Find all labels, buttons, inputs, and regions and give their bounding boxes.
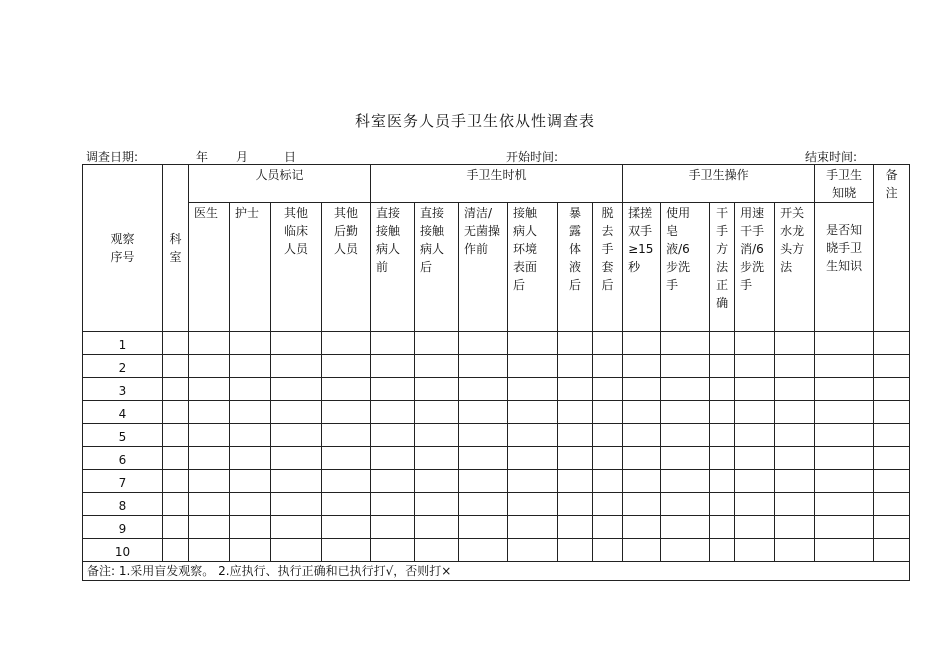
entry-cell[interactable] xyxy=(775,470,815,493)
entry-cell[interactable] xyxy=(593,332,623,355)
row-number: 3 xyxy=(83,378,163,401)
entry-cell[interactable] xyxy=(815,332,874,355)
survey-date-label: 调查日期: xyxy=(86,150,139,164)
header-before-aseptic: 清洁/无菌操作前 xyxy=(459,203,508,332)
day-label: 日 xyxy=(284,150,297,164)
header-sanitizer-6step: 用速干手消/6步洗手 xyxy=(735,203,775,332)
entry-cell[interactable] xyxy=(415,401,459,424)
entry-cell[interactable] xyxy=(623,493,661,516)
entry-cell[interactable] xyxy=(735,332,775,355)
entry-cell[interactable] xyxy=(271,378,322,401)
month-label: 月 xyxy=(236,150,249,164)
entry-cell[interactable] xyxy=(371,539,415,562)
entry-cell[interactable] xyxy=(661,355,710,378)
entry-cell[interactable] xyxy=(459,424,508,447)
entry-cell[interactable] xyxy=(558,378,593,401)
header-seq: 观察序号 xyxy=(83,165,163,332)
row-number: 4 xyxy=(83,401,163,424)
entry-cell[interactable] xyxy=(371,493,415,516)
entry-cell[interactable] xyxy=(661,401,710,424)
header-staff-group: 人员标记 xyxy=(189,165,371,203)
entry-cell[interactable] xyxy=(593,401,623,424)
entry-cell[interactable] xyxy=(775,493,815,516)
entry-cell[interactable] xyxy=(593,355,623,378)
entry-cell[interactable] xyxy=(322,401,371,424)
entry-cell[interactable] xyxy=(459,539,508,562)
entry-cell[interactable] xyxy=(189,424,230,447)
header-other-logistics: 其他后勤人员 xyxy=(322,203,371,332)
entry-cell[interactable] xyxy=(459,447,508,470)
entry-cell[interactable] xyxy=(558,539,593,562)
entry-cell[interactable] xyxy=(661,539,710,562)
entry-cell[interactable] xyxy=(661,378,710,401)
entry-cell[interactable] xyxy=(710,332,735,355)
entry-cell[interactable] xyxy=(508,401,558,424)
entry-cell[interactable] xyxy=(371,516,415,539)
entry-cell[interactable] xyxy=(661,447,710,470)
entry-cell[interactable] xyxy=(710,378,735,401)
entry-cell[interactable] xyxy=(815,355,874,378)
entry-cell[interactable] xyxy=(322,539,371,562)
entry-cell[interactable] xyxy=(415,424,459,447)
page-title: 科室医务人员手卫生依从性调查表 xyxy=(354,112,595,130)
entry-cell[interactable] xyxy=(623,378,661,401)
row-number: 10 xyxy=(83,539,163,562)
entry-cell[interactable] xyxy=(163,378,189,401)
entry-cell[interactable] xyxy=(593,470,623,493)
entry-cell[interactable] xyxy=(710,493,735,516)
entry-cell[interactable] xyxy=(710,539,735,562)
row-number: 6 xyxy=(83,447,163,470)
entry-cell[interactable] xyxy=(775,378,815,401)
entry-cell[interactable] xyxy=(508,516,558,539)
row-number: 8 xyxy=(83,493,163,516)
entry-cell[interactable] xyxy=(322,332,371,355)
header-operation-group: 手卫生操作 xyxy=(623,165,815,203)
header-after-patient: 直接接触病人后 xyxy=(415,203,459,332)
entry-cell[interactable] xyxy=(558,516,593,539)
entry-cell[interactable] xyxy=(271,539,322,562)
entry-cell[interactable] xyxy=(271,424,322,447)
entry-cell[interactable] xyxy=(230,493,271,516)
entry-cell[interactable] xyxy=(710,447,735,470)
row-number: 1 xyxy=(83,332,163,355)
entry-cell[interactable] xyxy=(508,470,558,493)
entry-cell[interactable] xyxy=(623,355,661,378)
entry-cell[interactable] xyxy=(371,332,415,355)
entry-cell[interactable] xyxy=(322,447,371,470)
survey-table xyxy=(82,164,910,581)
entry-cell[interactable] xyxy=(508,539,558,562)
entry-cell[interactable] xyxy=(593,493,623,516)
entry-cell[interactable] xyxy=(735,539,775,562)
entry-cell[interactable] xyxy=(661,332,710,355)
entry-cell[interactable] xyxy=(815,493,874,516)
entry-cell[interactable] xyxy=(775,516,815,539)
entry-cell[interactable] xyxy=(189,401,230,424)
entry-cell[interactable] xyxy=(271,401,322,424)
entry-cell[interactable] xyxy=(623,332,661,355)
entry-cell[interactable] xyxy=(775,401,815,424)
entry-cell[interactable] xyxy=(593,378,623,401)
entry-cell[interactable] xyxy=(815,378,874,401)
entry-cell[interactable] xyxy=(775,332,815,355)
entry-cell[interactable] xyxy=(661,470,710,493)
header-nurse: 护士 xyxy=(230,203,271,332)
entry-cell[interactable] xyxy=(230,447,271,470)
table-row xyxy=(83,401,910,424)
entry-cell[interactable] xyxy=(189,470,230,493)
entry-cell[interactable] xyxy=(322,378,371,401)
entry-cell[interactable] xyxy=(874,332,910,355)
entry-cell[interactable] xyxy=(558,470,593,493)
entry-cell[interactable] xyxy=(459,332,508,355)
entry-cell[interactable] xyxy=(163,447,189,470)
entry-cell[interactable] xyxy=(815,401,874,424)
end-time-label: 结束时间: xyxy=(805,150,858,164)
entry-cell[interactable] xyxy=(371,447,415,470)
entry-cell[interactable] xyxy=(163,470,189,493)
entry-cell[interactable] xyxy=(558,401,593,424)
entry-cell[interactable] xyxy=(189,332,230,355)
entry-cell[interactable] xyxy=(322,355,371,378)
entry-cell[interactable] xyxy=(163,424,189,447)
entry-cell[interactable] xyxy=(623,447,661,470)
entry-cell[interactable] xyxy=(710,355,735,378)
entry-cell[interactable] xyxy=(415,332,459,355)
entry-cell[interactable] xyxy=(230,355,271,378)
entry-cell[interactable] xyxy=(775,447,815,470)
entry-cell[interactable] xyxy=(230,424,271,447)
entry-cell[interactable] xyxy=(230,378,271,401)
entry-cell[interactable] xyxy=(735,378,775,401)
entry-cell[interactable] xyxy=(710,516,735,539)
entry-cell[interactable] xyxy=(623,401,661,424)
entry-cell[interactable] xyxy=(163,401,189,424)
entry-cell[interactable] xyxy=(661,493,710,516)
header-knowledge: 是否知晓手卫生知识 xyxy=(815,203,874,332)
entry-cell[interactable] xyxy=(558,493,593,516)
header-dry-method: 干手方法正确 xyxy=(710,203,735,332)
entry-cell[interactable] xyxy=(459,516,508,539)
entry-cell[interactable] xyxy=(189,355,230,378)
header-doctor: 医生 xyxy=(189,203,230,332)
entry-cell[interactable] xyxy=(558,447,593,470)
entry-cell[interactable] xyxy=(710,424,735,447)
entry-cell[interactable] xyxy=(874,493,910,516)
entry-cell[interactable] xyxy=(415,447,459,470)
entry-cell[interactable] xyxy=(815,539,874,562)
entry-cell[interactable] xyxy=(371,401,415,424)
entry-cell[interactable] xyxy=(735,470,775,493)
entry-cell[interactable] xyxy=(874,355,910,378)
header-faucet-method: 开关水龙头方法 xyxy=(775,203,815,332)
header-rub-15s: 揉搓双手≥15秒 xyxy=(623,203,661,332)
table-row xyxy=(83,355,910,378)
table-row xyxy=(83,516,910,539)
entry-cell[interactable] xyxy=(371,355,415,378)
entry-cell[interactable] xyxy=(874,378,910,401)
year-label: 年 xyxy=(196,150,209,164)
entry-cell[interactable] xyxy=(735,401,775,424)
entry-cell[interactable] xyxy=(874,447,910,470)
entry-cell[interactable] xyxy=(189,516,230,539)
entry-cell[interactable] xyxy=(815,470,874,493)
table-row xyxy=(83,470,910,493)
header-remarks: 备注 xyxy=(874,165,910,332)
table-row xyxy=(83,332,910,355)
entry-cell[interactable] xyxy=(775,355,815,378)
row-number: 2 xyxy=(83,355,163,378)
entry-cell[interactable] xyxy=(415,378,459,401)
entry-cell[interactable] xyxy=(815,447,874,470)
entry-cell[interactable] xyxy=(271,470,322,493)
entry-cell[interactable] xyxy=(508,355,558,378)
row-number: 9 xyxy=(83,516,163,539)
entry-cell[interactable] xyxy=(508,424,558,447)
entry-cell[interactable] xyxy=(189,378,230,401)
entry-cell[interactable] xyxy=(230,470,271,493)
entry-cell[interactable] xyxy=(874,516,910,539)
entry-cell[interactable] xyxy=(661,516,710,539)
start-time-label: 开始时间: xyxy=(506,150,559,164)
entry-cell[interactable] xyxy=(558,355,593,378)
entry-cell[interactable] xyxy=(189,493,230,516)
entry-cell[interactable] xyxy=(593,447,623,470)
entry-cell[interactable] xyxy=(735,493,775,516)
entry-cell[interactable] xyxy=(230,401,271,424)
entry-cell[interactable] xyxy=(371,424,415,447)
entry-cell[interactable] xyxy=(459,355,508,378)
entry-cell[interactable] xyxy=(371,378,415,401)
entry-cell[interactable] xyxy=(623,424,661,447)
entry-cell[interactable] xyxy=(415,355,459,378)
table-row xyxy=(83,378,910,401)
entry-cell[interactable] xyxy=(163,493,189,516)
entry-cell[interactable] xyxy=(459,493,508,516)
entry-cell[interactable] xyxy=(874,424,910,447)
entry-cell[interactable] xyxy=(558,424,593,447)
entry-cell[interactable] xyxy=(874,539,910,562)
header-after-gloves: 脱去手套后 xyxy=(593,203,623,332)
entry-cell[interactable] xyxy=(710,401,735,424)
header-soap-6step: 使用皂液/6步洗手 xyxy=(661,203,710,332)
table-row xyxy=(83,424,910,447)
entry-cell[interactable] xyxy=(271,355,322,378)
row-number: 5 xyxy=(83,424,163,447)
entry-cell[interactable] xyxy=(459,378,508,401)
entry-cell[interactable] xyxy=(189,447,230,470)
entry-cell[interactable] xyxy=(163,516,189,539)
entry-cell[interactable] xyxy=(508,447,558,470)
header-knowledge-group: 手卫生知晓 xyxy=(815,165,874,203)
entry-cell[interactable] xyxy=(163,355,189,378)
entry-cell[interactable] xyxy=(230,539,271,562)
entry-cell[interactable] xyxy=(815,516,874,539)
header-timing-group: 手卫生时机 xyxy=(371,165,623,203)
entry-cell[interactable] xyxy=(189,539,230,562)
entry-cell[interactable] xyxy=(593,424,623,447)
entry-cell[interactable] xyxy=(508,332,558,355)
row-number: 7 xyxy=(83,470,163,493)
entry-cell[interactable] xyxy=(271,332,322,355)
entry-cell[interactable] xyxy=(163,332,189,355)
header-dept: 科室 xyxy=(163,165,189,332)
header-after-fluid: 暴露体液后 xyxy=(558,203,593,332)
entry-cell[interactable] xyxy=(558,332,593,355)
header-before-patient: 直接接触病人前 xyxy=(371,203,415,332)
entry-cell[interactable] xyxy=(775,424,815,447)
entry-cell[interactable] xyxy=(459,401,508,424)
table-row xyxy=(83,493,910,516)
entry-cell[interactable] xyxy=(593,539,623,562)
header-after-surroundings: 接触病人环境表面后 xyxy=(508,203,558,332)
entry-cell[interactable] xyxy=(415,470,459,493)
entry-cell[interactable] xyxy=(775,539,815,562)
entry-cell[interactable] xyxy=(735,424,775,447)
entry-cell[interactable] xyxy=(508,378,558,401)
entry-cell[interactable] xyxy=(322,493,371,516)
entry-cell[interactable] xyxy=(593,516,623,539)
entry-cell[interactable] xyxy=(230,332,271,355)
entry-cell[interactable] xyxy=(459,470,508,493)
entry-cell[interactable] xyxy=(874,470,910,493)
entry-cell[interactable] xyxy=(735,355,775,378)
entry-cell[interactable] xyxy=(271,493,322,516)
entry-cell[interactable] xyxy=(415,539,459,562)
entry-cell[interactable] xyxy=(874,401,910,424)
entry-cell[interactable] xyxy=(271,447,322,470)
entry-cell[interactable] xyxy=(271,516,322,539)
entry-cell[interactable] xyxy=(508,493,558,516)
entry-cell[interactable] xyxy=(735,516,775,539)
entry-cell[interactable] xyxy=(623,470,661,493)
entry-cell[interactable] xyxy=(815,424,874,447)
entry-cell[interactable] xyxy=(371,470,415,493)
table-row xyxy=(83,539,910,562)
entry-cell[interactable] xyxy=(230,516,271,539)
entry-cell[interactable] xyxy=(415,493,459,516)
footnote: 备注: 1.采用盲发观察。 2.应执行、执行正确和已执行打√，否则打× xyxy=(83,562,910,581)
entry-cell[interactable] xyxy=(415,516,459,539)
entry-cell[interactable] xyxy=(322,424,371,447)
entry-cell[interactable] xyxy=(623,539,661,562)
entry-cell[interactable] xyxy=(735,447,775,470)
entry-cell[interactable] xyxy=(163,539,189,562)
entry-cell[interactable] xyxy=(710,470,735,493)
table-row xyxy=(83,447,910,470)
entry-cell[interactable] xyxy=(623,516,661,539)
entry-cell[interactable] xyxy=(661,424,710,447)
header-other-clinical: 其他临床人员 xyxy=(271,203,322,332)
entry-cell[interactable] xyxy=(322,470,371,493)
entry-cell[interactable] xyxy=(322,516,371,539)
